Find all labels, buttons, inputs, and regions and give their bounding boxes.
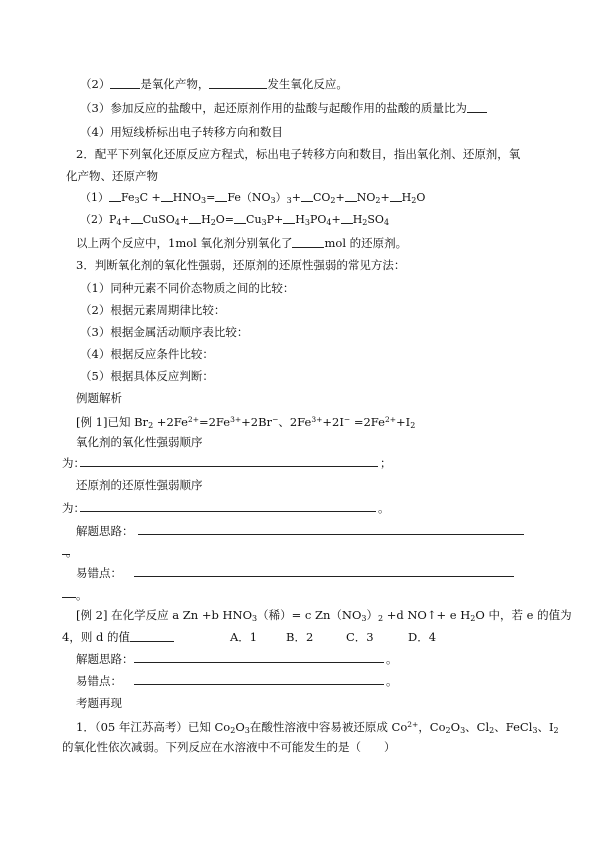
- reductant-order-end: 。: [378, 501, 390, 515]
- oxidant-order-end: ；: [380, 456, 392, 470]
- q3-item-5: （5）根据具体反应判断：: [80, 369, 214, 383]
- q1-part2: （2） 是氧化产物， 发生氧化反应。: [80, 77, 348, 91]
- example-1-approach-label: 解题思路：: [76, 524, 134, 538]
- option-b[interactable]: B．2: [286, 630, 314, 644]
- example-2-statement: [例 2] 在化学反应 a Zn +b $HNO_3$（稀）= c $Zn(NO_3)_2 +d$ NO↑+ e $H_2O$ 中，若 e 的值为: [76, 608, 572, 623]
- answer-blank[interactable]: [209, 77, 267, 89]
- oxidant-order-prefix: 为：: [62, 456, 85, 470]
- q1-part3: （3）参加反应的盐酸中，起还原剂作用的盐酸与起酸作用的盐酸的质量比为: [80, 100, 487, 116]
- example-2-pitfall-line[interactable]: [134, 684, 384, 685]
- reductant-order-prefix: 为：: [62, 501, 85, 515]
- q3-item-1: （1）同种元素不同价态物质之间的比较：: [80, 281, 295, 295]
- example-2-approach-label: 解题思路：: [76, 652, 134, 666]
- oxidant-order-answer-line[interactable]: [80, 466, 378, 467]
- coef-blank[interactable]: [301, 190, 313, 202]
- examples-header: 例题解析: [76, 391, 122, 405]
- q3-title: 3．判断氧化剂的氧化性强弱，还原剂的还原性强弱的常见方法：: [76, 258, 406, 272]
- q3-item-2: （2）根据元素周期律比较：: [80, 303, 226, 317]
- example-2-pitfall-end: 。: [386, 674, 398, 688]
- example-2-line2: 4，则 d 的值: [62, 629, 174, 645]
- q2-line1: 2．配平下列氧化还原反应方程式，标出电子转移方向和数目，指出氧化剂、还原剂，氧: [76, 147, 521, 161]
- example-2-approach-line[interactable]: [134, 662, 384, 663]
- oxidant-order-label: 氧化剂的氧化性强弱顺序: [76, 435, 203, 449]
- example-1-pitfall-end: 。: [76, 588, 88, 602]
- example-1-pitfall-line[interactable]: [134, 576, 514, 577]
- example-1-approach-line[interactable]: [138, 534, 524, 535]
- coef-blank[interactable]: [390, 190, 402, 202]
- coef-blank[interactable]: [189, 212, 201, 224]
- reappear-header: 考题再现: [76, 696, 122, 710]
- q2-equation-1: （1） $Fe_3C + HNO_3= Fe(NO_3)_3+ CO_2+ NO_2+ H_2O$: [80, 191, 426, 205]
- reappear-q1-line2: 的氧化性依次减弱。下列反应在水溶液中不可能发生的是（ ）: [62, 740, 396, 754]
- option-d[interactable]: D．4: [408, 630, 437, 644]
- example-2-pitfall-label: 易错点：: [76, 674, 122, 688]
- reductant-order-answer-line[interactable]: [80, 511, 376, 512]
- coef-blank[interactable]: [345, 190, 357, 202]
- option-c[interactable]: C．3: [346, 630, 374, 644]
- option-a[interactable]: A．1: [230, 630, 258, 644]
- coef-blank[interactable]: [341, 212, 353, 224]
- q3-item-3: （3）根据金属活动顺序表比较：: [80, 325, 249, 339]
- example-1-approach-end: 。: [66, 545, 78, 559]
- q2-line2: 化产物、还原产物: [66, 169, 158, 183]
- coef-blank[interactable]: [283, 212, 295, 224]
- example-1-pitfall-label: 易错点：: [76, 566, 122, 580]
- answer-blank[interactable]: [467, 101, 487, 113]
- example-1-statement: [例 1]已知 $Br_2 +2Fe^{2+}=2Fe^{3+}+2Br^-$、$2Fe^{3+}+2I^- =2Fe^{2+}+I_2$: [76, 415, 416, 430]
- example-1-pitfall-line-2[interactable]: [62, 597, 76, 598]
- coef-blank[interactable]: [215, 190, 227, 202]
- coef-blank[interactable]: [161, 190, 173, 202]
- q3-item-4: （4）根据反应条件比较：: [80, 347, 214, 361]
- answer-blank[interactable]: [110, 77, 140, 89]
- coef-blank[interactable]: [131, 212, 143, 224]
- answer-blank[interactable]: [292, 236, 324, 248]
- reappear-q1-line1: 1．（05 年江苏高考）已知 $Co_2O_3$在酸性溶液中容易被还原成 $Co^{2+}$，$Co_2O_3$、$Cl_2$、FeCl$_3$、$I_2$: [76, 720, 559, 735]
- q1-part4: （4）用短线桥标出电子转移方向和数目: [80, 125, 283, 139]
- q2-equation-2: $(2)P_4+$ CuSO$_4$+ $H_2O= Cu_3P+ H_3PO_4+ H_2SO_4$: [80, 213, 390, 227]
- answer-blank[interactable]: [130, 630, 174, 642]
- q2-tail: 以上两个反应中，1mol 氧化剂分别氧化了 mol 的还原剂。: [76, 236, 408, 250]
- reductant-order-label: 还原剂的还原性强弱顺序: [76, 478, 203, 492]
- coef-blank[interactable]: [109, 190, 121, 202]
- example-2-approach-end: 。: [386, 652, 398, 666]
- coef-blank[interactable]: [234, 212, 246, 224]
